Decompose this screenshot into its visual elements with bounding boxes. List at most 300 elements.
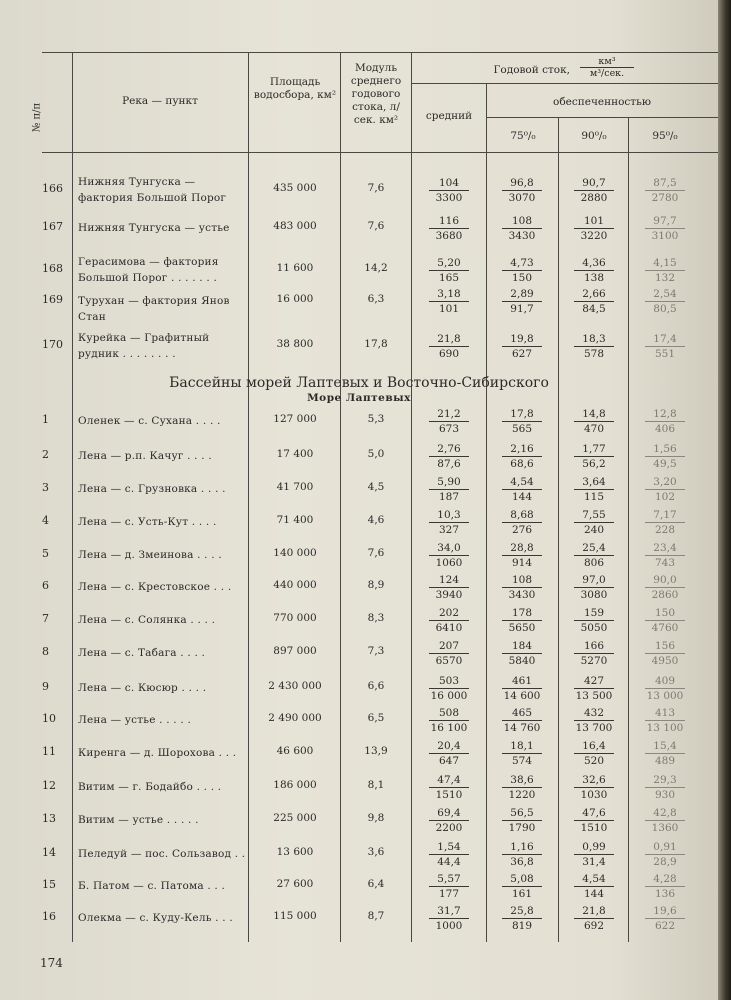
river-name: Нижняя Тунгуска — устье [78, 222, 230, 234]
runoff-p90-km3: 2,66 [574, 288, 614, 302]
runoff-p95 [637, 542, 693, 569]
runoff-p75-m3s: 565 [511, 423, 533, 435]
runoff-p95 [637, 841, 693, 868]
runoff-p95-km3: 97,7 [645, 215, 685, 229]
runoff-p90 [566, 774, 622, 801]
runoff-p90-km3: 21,8 [574, 905, 614, 919]
runoff-mean-m3s: 16 100 [430, 722, 468, 734]
header-river: Река — пункт [122, 95, 198, 107]
runoff-p90-m3s: 13 500 [575, 690, 613, 702]
runoff-p75 [494, 675, 550, 702]
runoff-p90-m3s: 1030 [580, 789, 608, 801]
runoff-p95 [637, 774, 693, 801]
runoff-mean [421, 675, 477, 702]
runoff-mean-km3: 508 [429, 707, 469, 721]
row-number: 14 [42, 846, 56, 859]
row-number: 16 [42, 910, 56, 923]
row-number: 6 [42, 579, 49, 592]
runoff-p75 [494, 476, 550, 503]
runoff-p95-km3: 3,20 [645, 476, 685, 490]
header-bottom-rule [42, 152, 718, 153]
runoff-p75 [494, 740, 550, 767]
runoff-p95 [637, 476, 693, 503]
runoff-p90-m3s: 3080 [580, 589, 608, 601]
runoff-mean-km3: 21,2 [429, 408, 469, 422]
runoff-p95-m3s: 2780 [651, 192, 679, 204]
runoff-mean-km3: 104 [429, 177, 469, 191]
runoff-p90-m3s: 138 [583, 272, 605, 284]
runoff-p90 [566, 215, 622, 242]
runoff-mean [421, 476, 477, 503]
runoff-p90-km3: 7,55 [574, 509, 614, 523]
runoff-p75-km3: 28,8 [502, 542, 542, 556]
river-name: Лена — р.п. Качуг . . . . [78, 450, 212, 462]
header-mean: средний [425, 110, 473, 122]
runoff-module: 6,4 [367, 878, 385, 890]
runoff-p90-m3s: 240 [583, 524, 605, 536]
runoff-p75-km3: 56,5 [502, 807, 542, 821]
runoff-mean-km3: 207 [429, 640, 469, 654]
river-name: Лена — с. Кюсюр . . . . [78, 682, 207, 694]
runoff-p75-m3s: 91,7 [510, 303, 534, 315]
row-number: 15 [42, 878, 56, 891]
catchment-area: 770 000 [273, 612, 317, 624]
runoff-p95-km3: 409 [645, 675, 685, 689]
runoff-p90-m3s: 578 [583, 348, 605, 360]
runoff-p95 [637, 215, 693, 242]
runoff-p90-km3: 4,54 [574, 873, 614, 887]
runoff-p95-km3: 4,15 [645, 257, 685, 271]
runoff-p75-km3: 2,16 [502, 443, 542, 457]
runoff-p75-m3s: 161 [511, 888, 533, 900]
runoff-p95-km3: 15,4 [645, 740, 685, 754]
catchment-area: 17 400 [276, 448, 314, 460]
runoff-p75-km3: 1,16 [502, 841, 542, 855]
runoff-p75-m3s: 819 [511, 920, 533, 932]
header-runoff-unit [572, 56, 642, 79]
river-name: Б. Патом — с. Патома . . . [78, 880, 226, 892]
runoff-mean [421, 841, 477, 868]
page-number: 174 [40, 956, 63, 970]
runoff-p95 [637, 740, 693, 767]
row-number: 167 [42, 220, 63, 233]
runoff-p90-km3: 166 [574, 640, 614, 654]
runoff-mean-km3: 5,20 [429, 257, 469, 271]
catchment-area: 2 490 000 [268, 712, 322, 724]
runoff-module: 5,0 [367, 448, 385, 460]
runoff-mean-km3: 503 [429, 675, 469, 689]
row-number: 7 [42, 612, 49, 625]
river-name: Киренга — д. Шорохова . . . [78, 747, 237, 759]
header-module: Модуль среднего годового стока, л/сек. км² [350, 62, 402, 126]
runoff-mean [421, 408, 477, 435]
runoff-p90-km3: 32,6 [574, 774, 614, 788]
runoff-mean-m3s: 16 000 [430, 690, 468, 702]
runoff-mean-m3s: 6410 [435, 622, 463, 634]
row-number: 169 [42, 293, 63, 306]
river-name: Оленек — с. Сухана . . . . [78, 415, 221, 427]
runoff-mean-km3: 21,8 [429, 333, 469, 347]
runoff-p75 [494, 774, 550, 801]
runoff-p90-m3s: 2880 [580, 192, 608, 204]
runoff-p75-km3: 96,8 [502, 177, 542, 191]
runoff-p75-km3: 38,6 [502, 774, 542, 788]
runoff-p90 [566, 807, 622, 834]
runoff-mean-m3s: 1510 [435, 789, 463, 801]
runoff-p90-km3: 159 [574, 607, 614, 621]
runoff-p95 [637, 707, 693, 734]
catchment-area: 140 000 [273, 547, 317, 559]
runoff-mean-m3s: 6570 [435, 655, 463, 667]
runoff-mean [421, 740, 477, 767]
runoff-module: 6,3 [367, 293, 385, 305]
runoff-mean-m3s: 327 [438, 524, 460, 536]
river-name: Витим — устье . . . . . [78, 814, 199, 826]
row-number: 168 [42, 262, 63, 275]
runoff-mean-m3s: 2200 [435, 822, 463, 834]
runoff-p75 [494, 257, 550, 284]
runoff-p75-km3: 2,89 [502, 288, 542, 302]
runoff-p90-m3s: 3220 [580, 230, 608, 242]
row-number: 10 [42, 712, 56, 725]
runoff-module: 7,3 [367, 645, 385, 657]
catchment-area: 11 600 [276, 262, 314, 274]
vrule-mean [486, 83, 487, 942]
runoff-p75-m3s: 3430 [508, 589, 536, 601]
runoff-p75 [494, 333, 550, 360]
runoff-p95 [637, 807, 693, 834]
runoff-mean-m3s: 647 [438, 755, 460, 767]
unit-top: км³ [580, 56, 634, 68]
catchment-area: 41 700 [276, 481, 314, 493]
row-number: 5 [42, 547, 49, 560]
runoff-module: 8,9 [367, 579, 385, 591]
runoff-p75-m3s: 68,6 [510, 458, 534, 470]
vrule-area [340, 52, 341, 942]
runoff-mean-km3: 47,4 [429, 774, 469, 788]
vrule-module [411, 52, 412, 942]
row-number: 9 [42, 680, 49, 693]
runoff-p75 [494, 707, 550, 734]
runoff-p90-km3: 432 [574, 707, 614, 721]
runoff-p75-m3s: 5650 [508, 622, 536, 634]
runoff-module: 3,6 [367, 846, 385, 858]
runoff-p75 [494, 841, 550, 868]
runoff-p90-km3: 16,4 [574, 740, 614, 754]
runoff-module: 13,9 [364, 745, 388, 757]
runoff-p90-km3: 101 [574, 215, 614, 229]
runoff-mean [421, 873, 477, 900]
runoff-p75-km3: 108 [502, 574, 542, 588]
runoff-module: 4,5 [367, 481, 385, 493]
runoff-p90-m3s: 5270 [580, 655, 608, 667]
runoff-mean-km3: 2,76 [429, 443, 469, 457]
runoff-p95-m3s: 102 [654, 491, 676, 503]
runoff-p75-m3s: 144 [511, 491, 533, 503]
header-runoff: Годовой сток, [493, 64, 570, 76]
runoff-p90-m3s: 115 [583, 491, 605, 503]
section-subtitle: Море Лаптевых [307, 392, 411, 404]
catchment-area: 440 000 [273, 579, 317, 591]
runoff-mean-km3: 5,90 [429, 476, 469, 490]
runoff-p95-km3: 90,0 [645, 574, 685, 588]
runoff-mean-m3s: 3940 [435, 589, 463, 601]
runoff-p75-km3: 18,1 [502, 740, 542, 754]
header-num: № п/п [31, 102, 43, 133]
runoff-p90-m3s: 13 700 [575, 722, 613, 734]
runoff-module: 8,1 [367, 779, 385, 791]
runoff-p95 [637, 288, 693, 315]
runoff-p95 [637, 257, 693, 284]
runoff-mean-m3s: 165 [438, 272, 460, 284]
runoff-mean-m3s: 1060 [435, 557, 463, 569]
runoff-p90-km3: 18,3 [574, 333, 614, 347]
runoff-p90-km3: 25,4 [574, 542, 614, 556]
runoff-module: 7,6 [367, 220, 385, 232]
river-name: Турухан — фактория Янов Стан [78, 295, 230, 323]
runoff-p95-km3: 87,5 [645, 177, 685, 191]
runoff-p75 [494, 177, 550, 204]
runoff-p75-m3s: 1220 [508, 789, 536, 801]
runoff-p95-m3s: 406 [654, 423, 676, 435]
runoff-p95 [637, 675, 693, 702]
runoff-p75-km3: 5,08 [502, 873, 542, 887]
runoff-mean [421, 542, 477, 569]
runoff-p95-m3s: 2860 [651, 589, 679, 601]
runoff-mean-km3: 1,54 [429, 841, 469, 855]
runoff-p95-km3: 1,56 [645, 443, 685, 457]
runoff-p95 [637, 177, 693, 204]
runoff-p75-km3: 25,8 [502, 905, 542, 919]
runoff-p95-m3s: 1360 [651, 822, 679, 834]
runoff-mean-km3: 69,4 [429, 807, 469, 821]
row-number: 170 [42, 338, 63, 351]
runoff-module: 5,3 [367, 413, 385, 425]
runoff-p75 [494, 443, 550, 470]
runoff-p95-km3: 17,4 [645, 333, 685, 347]
header-p90: 90⁰/₀ [581, 130, 607, 142]
runoff-p95-km3: 42,8 [645, 807, 685, 821]
runoff-p75-km3: 19,8 [502, 333, 542, 347]
runoff-p90-km3: 4,36 [574, 257, 614, 271]
catchment-area: 38 800 [276, 338, 314, 350]
runoff-mean-m3s: 187 [438, 491, 460, 503]
runoff-p90 [566, 873, 622, 900]
river-name: Лена — с. Солянка . . . . [78, 614, 216, 626]
catchment-area: 115 000 [273, 910, 317, 922]
runoff-p95-m3s: 4760 [651, 622, 679, 634]
runoff-p90-km3: 14,8 [574, 408, 614, 422]
runoff-p95-km3: 150 [645, 607, 685, 621]
row-number: 4 [42, 514, 49, 527]
runoff-mean [421, 640, 477, 667]
catchment-area: 127 000 [273, 413, 317, 425]
runoff-mean-m3s: 44,4 [437, 856, 461, 868]
runoff-p95 [637, 333, 693, 360]
runoff-p95-m3s: 136 [654, 888, 676, 900]
runoff-p90 [566, 476, 622, 503]
runoff-p90-km3: 427 [574, 675, 614, 689]
runoff-mean-km3: 5,57 [429, 873, 469, 887]
river-name: Лена — с. Усть-Кут . . . . [78, 516, 217, 528]
runoff-p95 [637, 640, 693, 667]
runoff-p95-km3: 12,8 [645, 408, 685, 422]
runoff-mean-m3s: 87,6 [437, 458, 461, 470]
runoff-p90 [566, 257, 622, 284]
runoff-p75-m3s: 5840 [508, 655, 536, 667]
runoff-p90-m3s: 806 [583, 557, 605, 569]
runoff-p75-m3s: 14 600 [503, 690, 541, 702]
header-p75: 75⁰/₀ [510, 130, 536, 142]
runoff-p90 [566, 288, 622, 315]
runoff-p75 [494, 408, 550, 435]
runoff-p75-m3s: 150 [511, 272, 533, 284]
runoff-p95-m3s: 132 [654, 272, 676, 284]
river-name: Герасимова — фактория Большой Порог . . . . . . . [78, 256, 219, 284]
runoff-p75-m3s: 574 [511, 755, 533, 767]
runoff-p90-m3s: 31,4 [582, 856, 606, 868]
catchment-area: 186 000 [273, 779, 317, 791]
runoff-module: 7,6 [367, 547, 385, 559]
runoff-mean-m3s: 3300 [435, 192, 463, 204]
runoff-mean-km3: 124 [429, 574, 469, 588]
runoff-p95-m3s: 3100 [651, 230, 679, 242]
runoff-p90 [566, 333, 622, 360]
runoff-mean [421, 509, 477, 536]
runoff-p90-m3s: 84,5 [582, 303, 606, 315]
runoff-mean [421, 707, 477, 734]
runoff-p75 [494, 215, 550, 242]
table-top-rule [42, 52, 718, 53]
runoff-p90-m3s: 144 [583, 888, 605, 900]
runoff-p75-km3: 461 [502, 675, 542, 689]
runoff-p75 [494, 509, 550, 536]
river-name: Лена — д. Змеинова . . . . [78, 549, 222, 561]
runoff-p75 [494, 542, 550, 569]
header-prob: обеспеченностью [553, 96, 651, 108]
runoff-p90-m3s: 56,2 [582, 458, 606, 470]
runoff-mean-m3s: 3680 [435, 230, 463, 242]
runoff-p95 [637, 408, 693, 435]
runoff-p75-m3s: 3430 [508, 230, 536, 242]
runoff-mean [421, 257, 477, 284]
runoff-p95 [637, 905, 693, 932]
runoff-p95-m3s: 49,5 [653, 458, 677, 470]
runoff-p95-m3s: 743 [654, 557, 676, 569]
runoff-p90-km3: 1,77 [574, 443, 614, 457]
runoff-mean [421, 774, 477, 801]
runoff-module: 8,7 [367, 910, 385, 922]
runoff-p75-km3: 184 [502, 640, 542, 654]
runoff-p75-km3: 4,73 [502, 257, 542, 271]
runoff-p95-km3: 0,91 [645, 841, 685, 855]
runoff-p90 [566, 542, 622, 569]
runoff-p95-m3s: 930 [654, 789, 676, 801]
runoff-p75-km3: 4,54 [502, 476, 542, 490]
runoff-p90-km3: 0,99 [574, 841, 614, 855]
runoff-p75 [494, 607, 550, 634]
runoff-p90 [566, 740, 622, 767]
catchment-area: 16 000 [276, 293, 314, 305]
runoff-p95 [637, 443, 693, 470]
runoff-p75 [494, 640, 550, 667]
river-name: Лена — с. Крестовское . . . [78, 581, 232, 593]
runoff-module: 6,5 [367, 712, 385, 724]
unit-bottom: м³/сек. [589, 68, 625, 79]
header-area: Площадь водосбора, км² [253, 76, 337, 101]
runoff-p95-km3: 29,3 [645, 774, 685, 788]
runoff-p90 [566, 607, 622, 634]
runoff-p75-km3: 108 [502, 215, 542, 229]
runoff-mean-km3: 116 [429, 215, 469, 229]
runoff-mean [421, 333, 477, 360]
runoff-p75 [494, 807, 550, 834]
runoff-p90-m3s: 1510 [580, 822, 608, 834]
river-name: Курейка — Графитный рудник . . . . . . . . [78, 332, 210, 360]
runoff-p95-m3s: 80,5 [653, 303, 677, 315]
runoff-mean-km3: 34,0 [429, 542, 469, 556]
runoff-p75-km3: 465 [502, 707, 542, 721]
section-title: Бассейны морей Лаптевых и Восточно-Сибирского [169, 375, 549, 391]
prob-subrule [486, 117, 718, 118]
runoff-p95-m3s: 28,9 [653, 856, 677, 868]
runoff-p75-m3s: 14 760 [503, 722, 541, 734]
runoff-p75-m3s: 3070 [508, 192, 536, 204]
runoff-mean-m3s: 673 [438, 423, 460, 435]
vrule-p75 [558, 117, 559, 942]
runoff-p90 [566, 675, 622, 702]
runoff-p95-km3: 7,17 [645, 509, 685, 523]
runoff-module: 8,3 [367, 612, 385, 624]
runoff-mean [421, 607, 477, 634]
runoff-module: 9,8 [367, 812, 385, 824]
runoff-p75 [494, 905, 550, 932]
runoff-module: 6,6 [367, 680, 385, 692]
runoff-mean-km3: 202 [429, 607, 469, 621]
runoff-p75-m3s: 914 [511, 557, 533, 569]
runoff-p75-km3: 8,68 [502, 509, 542, 523]
catchment-area: 2 430 000 [268, 680, 322, 692]
runoff-p95-km3: 413 [645, 707, 685, 721]
river-name: Пеледуй — пос. Сользавод . . [78, 848, 246, 860]
row-number: 3 [42, 481, 49, 494]
runoff-p90 [566, 443, 622, 470]
runoff-p90 [566, 841, 622, 868]
runoff-p95-km3: 19,6 [645, 905, 685, 919]
row-number: 166 [42, 182, 63, 195]
catchment-area: 13 600 [276, 846, 314, 858]
runoff-p90-km3: 90,7 [574, 177, 614, 191]
river-name: Витим — г. Бодайбо . . . . [78, 781, 222, 793]
runoff-mean-km3: 20,4 [429, 740, 469, 754]
row-number: 13 [42, 812, 56, 825]
runoff-mean-km3: 10,3 [429, 509, 469, 523]
row-number: 11 [42, 745, 56, 758]
catchment-area: 46 600 [276, 745, 314, 757]
header-p95: 95⁰/₀ [652, 130, 678, 142]
runoff-p90 [566, 408, 622, 435]
runoff-p95 [637, 607, 693, 634]
runoff-p75-m3s: 36,8 [510, 856, 534, 868]
runoff-p90-m3s: 692 [583, 920, 605, 932]
runoff-p90 [566, 177, 622, 204]
row-number: 2 [42, 448, 49, 461]
runoff-p95-m3s: 551 [654, 348, 676, 360]
runoff-p95-m3s: 489 [654, 755, 676, 767]
runoff-mean-m3s: 690 [438, 348, 460, 360]
runoff-p95-km3: 156 [645, 640, 685, 654]
runoff-p95-m3s: 228 [654, 524, 676, 536]
